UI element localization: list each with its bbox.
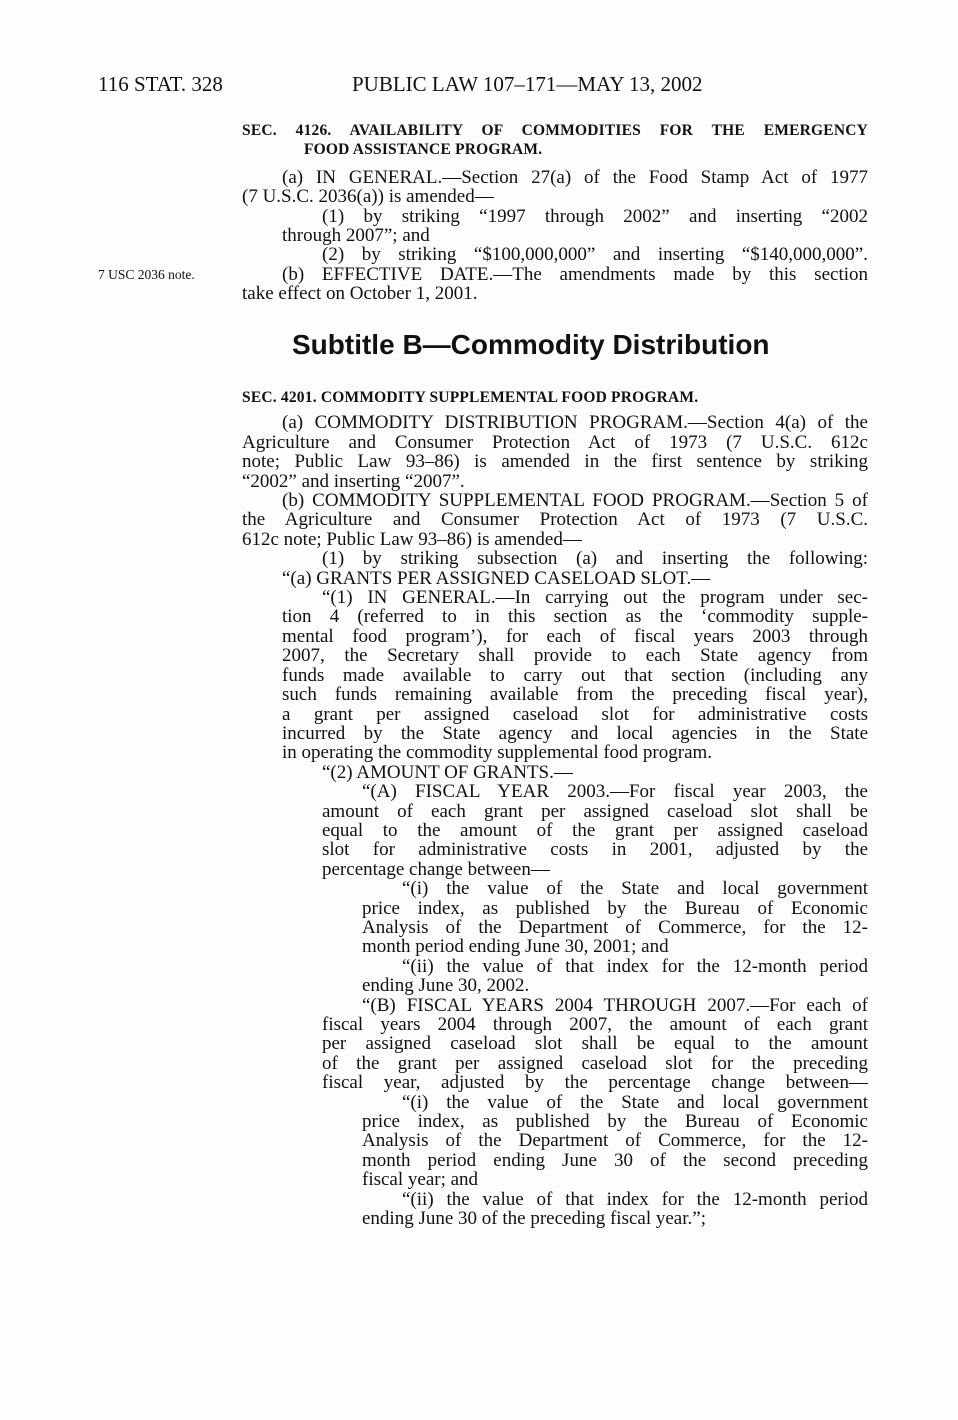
paragraph-line: (1) by striking “1997 through 2002” and inserting “2002	[322, 205, 868, 227]
paragraph-line: (7 U.S.C. 2036(a)) is amended—	[242, 186, 494, 208]
paragraph-line: funds made available to carry out that section (including any	[282, 664, 868, 686]
paragraph-line: such funds remaining available from the preceding fiscal year),	[282, 684, 868, 706]
paragraph-line: (a) IN GENERAL.—Section 27(a) of the Food Stamp Act of 1977	[282, 166, 868, 188]
paragraph-line: Agriculture and Consumer Protection Act of 1973 (7 U.S.C. 612c	[242, 431, 868, 453]
paragraph-line: 2007, the Secretary shall provide to each State agency from	[282, 645, 868, 667]
paragraph-line: (1) by striking subsection (a) and inserting the following:	[322, 548, 868, 570]
paragraph-line: of the grant per assigned caseload slot for the preceding	[322, 1052, 868, 1074]
paragraph-line: in operating the commodity supplemental food program.	[282, 742, 713, 764]
paragraph-line: month period ending June 30, 2001; and	[362, 936, 669, 958]
paragraph-line: ending June 30 of the preceding fiscal year.”;	[362, 1208, 706, 1230]
section-heading: SEC. 4126. AVAILABILITY OF COMMODITIES FOR THE EMERGENCY	[242, 122, 868, 139]
page-reference: 116 STAT. 328	[98, 72, 223, 96]
section-4201	[242, 388, 868, 1228]
paragraph-line: through 2007”; and	[282, 225, 430, 247]
paragraph-line: Analysis of the Department of Commerce, for the 12-	[362, 1130, 868, 1152]
paragraph-line: “(2) AMOUNT OF GRANTS.—	[322, 761, 573, 783]
paragraph-line: “(ii) the value of that index for the 12-month period	[402, 1188, 868, 1210]
paragraph-line: the Agriculture and Consumer Protection Act of 1973 (7 U.S.C.	[242, 509, 868, 531]
subtitle-heading: Subtitle B—Commodity Distribution	[292, 329, 770, 360]
paragraph-line: mental food program’), for each of fiscal years 2003 through	[282, 625, 868, 647]
paragraph-line: percentage change between—	[322, 858, 550, 880]
paragraph-line: (2) by striking “$100,000,000” and inserting “$140,000,000”.	[322, 244, 868, 266]
paragraph-line: price index, as published by the Bureau of Economic	[362, 1111, 868, 1133]
paragraph-line: per assigned caseload slot shall be equal to the amount	[322, 1033, 868, 1055]
paragraph-line: Analysis of the Department of Commerce, for the 12-	[362, 916, 868, 938]
paragraph-line: “(i) the value of the State and local government	[402, 1091, 868, 1113]
margin-note: 7 USC 2036 note.	[98, 267, 195, 282]
section-heading-cont: FOOD ASSISTANCE PROGRAM.	[304, 141, 543, 159]
paragraph-line: “(i) the value of the State and local government	[402, 878, 868, 900]
paragraph-line: slot for administrative costs in 2001, adjusted by the	[322, 839, 868, 861]
section-heading: SEC. 4201. COMMODITY SUPPLEMENTAL FOOD PROGRAM.	[242, 389, 699, 406]
paragraph-line: a grant per assigned caseload slot for administrative costs	[282, 703, 868, 725]
paragraph-line: ending June 30, 2002.	[362, 975, 530, 997]
paragraph-line: “2002” and inserting “2007”.	[242, 470, 465, 492]
paragraph-line: “(ii) the value of that index for the 12-month period	[402, 955, 868, 977]
paragraph-line: fiscal year; and	[362, 1169, 479, 1191]
paragraph-line: 612c note; Public Law 93–86) is amended—	[242, 528, 582, 550]
section-4126	[242, 121, 868, 304]
paragraph-line: “(a) GRANTS PER ASSIGNED CASELOAD SLOT.—	[282, 567, 711, 589]
paragraph-line: note; Public Law 93–86) is amended in the first sentence by striking	[242, 451, 868, 473]
paragraph-line: “(1) IN GENERAL.—In carrying out the program under sec-	[322, 587, 868, 609]
paragraph-line: “(B) FISCAL YEARS 2004 THROUGH 2007.—For each of	[362, 994, 868, 1016]
paragraph-line: amount of each grant per assigned caseload slot shall be	[322, 800, 868, 822]
paragraph-line: month period ending June 30 of the second preceding	[362, 1149, 868, 1171]
paragraph-line: (b) EFFECTIVE DATE.—The amendments made by this section	[282, 263, 868, 285]
running-title: PUBLIC LAW 107–171—MAY 13, 2002	[352, 72, 703, 96]
paragraph-line: price index, as published by the Bureau of Economic	[362, 897, 868, 919]
paragraph-line: fiscal years 2004 through 2007, the amount of each grant	[322, 1014, 868, 1035]
paragraph-line: “(A) FISCAL YEAR 2003.—For fiscal year 2003, the	[362, 781, 868, 803]
paragraph-line: (a) COMMODITY DISTRIBUTION PROGRAM.—Section 4(a) of the	[282, 412, 868, 434]
paragraph-line: (b) COMMODITY SUPPLEMENTAL FOOD PROGRAM.—Section 5 of	[282, 490, 868, 512]
paragraph-line: take effect on October 1, 2001.	[242, 283, 478, 305]
paragraph-line: incurred by the State agency and local agencies in the State	[282, 722, 868, 744]
paragraph-line: fiscal year, adjusted by the percentage change between—	[322, 1072, 868, 1094]
paragraph-line: tion 4 (referred to in this section as the ‘commodity supple-	[282, 606, 868, 628]
paragraph-line: equal to the amount of the grant per assigned caseload	[322, 819, 868, 841]
